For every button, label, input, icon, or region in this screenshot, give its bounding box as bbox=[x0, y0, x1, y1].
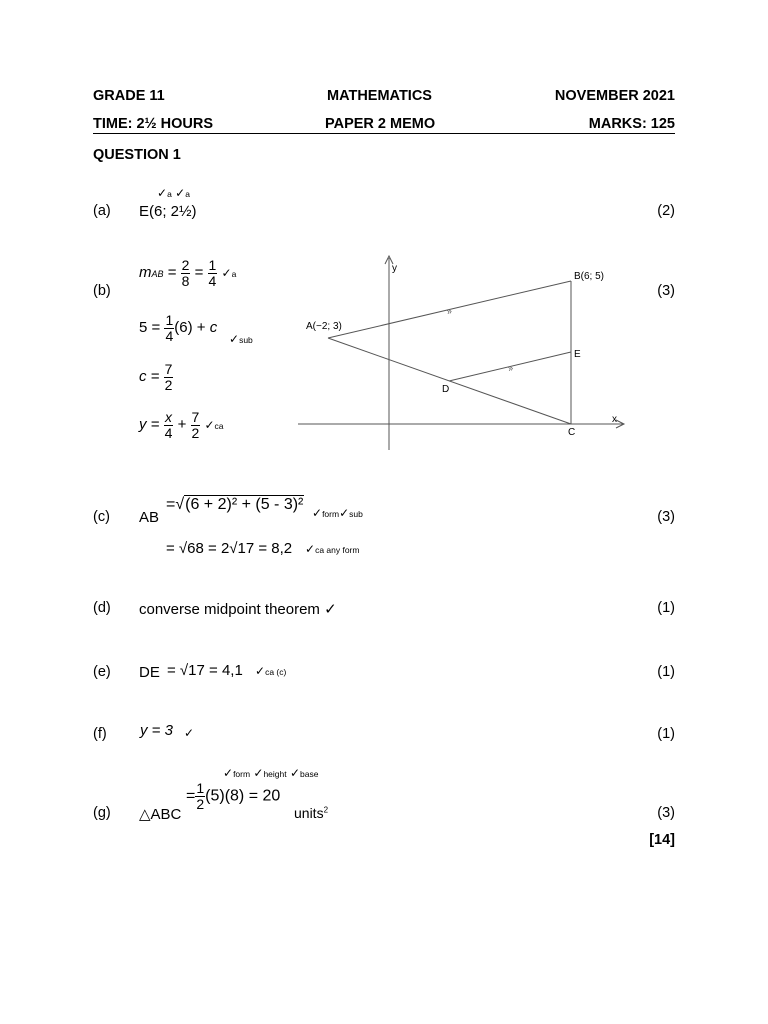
part-d-label: (d) bbox=[93, 600, 111, 616]
header-paper: PAPER 2 MEMO bbox=[325, 116, 436, 132]
part-b-equation: y = $\frac{x}{4}$ + $\frac{7}{2}$ ✓ca bbox=[139, 409, 224, 441]
part-b-label: (b) bbox=[93, 283, 111, 299]
part-a-answer: E(6; 2½) bbox=[139, 203, 197, 220]
parallel-mark-DE: » bbox=[506, 362, 515, 374]
part-g-marks: (3) bbox=[657, 805, 675, 821]
part-g-label: (g) bbox=[93, 805, 111, 821]
part-e-tick: ✓ca (c) bbox=[255, 664, 287, 678]
part-c-result: = √68 = 2√17 = 8,2 bbox=[166, 540, 293, 557]
part-g-abc: △ABC bbox=[139, 806, 182, 823]
header-rule bbox=[93, 133, 675, 134]
part-f-marks: (1) bbox=[657, 726, 675, 742]
part-f-tick: ✓ bbox=[184, 726, 195, 740]
part-b-gradient: mAB = $\frac{2}{8}$ = $\frac{1}{4}$ ✓a bbox=[139, 257, 237, 289]
part-g-area: = $\frac{1}{2}$ (5)(8) = 20 bbox=[186, 780, 281, 812]
part-f-label: (f) bbox=[93, 726, 107, 742]
x-axis-label: x bbox=[612, 414, 617, 425]
header-date: NOVEMBER 2021 bbox=[554, 88, 675, 104]
question-total: [14] bbox=[649, 832, 675, 848]
point-E-label: E bbox=[574, 349, 581, 360]
part-b-substitution: 5 = $\frac{1}{4}$ (6) + c bbox=[139, 312, 218, 344]
part-g-units: units$^2$ bbox=[294, 805, 329, 821]
part-e-de: DE bbox=[139, 664, 160, 681]
part-e-label: (e) bbox=[93, 664, 111, 680]
part-c-ab: AB bbox=[139, 509, 160, 526]
part-d-answer: converse midpoint theorem ✓ bbox=[139, 601, 337, 618]
part-b-marks: (3) bbox=[657, 283, 675, 299]
part-c-result-tick: ✓ca any form bbox=[305, 542, 360, 556]
header-marks: MARKS: 125 bbox=[588, 116, 675, 132]
y-axis-label: y bbox=[392, 263, 397, 274]
part-a-marks: (2) bbox=[657, 203, 675, 219]
part-g-ticks: ✓form ✓height ✓base bbox=[223, 766, 319, 780]
part-e-marks: (1) bbox=[657, 664, 675, 680]
part-b-c-value: c = $\frac{7}{2}$ bbox=[139, 361, 173, 393]
point-B-label: B(6; 5) bbox=[574, 271, 605, 282]
part-e-answer: = √17 = 4,1 bbox=[167, 662, 243, 679]
point-C-label: C bbox=[568, 427, 576, 438]
header-time: TIME: 2½ HOURS bbox=[93, 116, 214, 132]
part-d-marks: (1) bbox=[657, 600, 675, 616]
part-c-marks: (3) bbox=[657, 509, 675, 525]
header-subject: MATHEMATICS bbox=[327, 88, 432, 104]
part-c-ticks: ✓form✓sub bbox=[312, 506, 363, 520]
question-title: QUESTION 1 bbox=[93, 147, 181, 163]
coordinate-diagram bbox=[295, 250, 630, 455]
parallel-mark-AB: » bbox=[445, 305, 453, 317]
point-D-label: D bbox=[442, 384, 450, 395]
header-grade: GRADE 11 bbox=[93, 88, 165, 104]
part-f-answer: y = 3 bbox=[140, 722, 173, 739]
part-a-ticks: ✓a ✓a bbox=[157, 186, 190, 200]
part-a-label: (a) bbox=[93, 203, 111, 219]
part-c-label: (c) bbox=[93, 509, 110, 525]
part-b-sub-tick: ✓sub bbox=[229, 332, 253, 346]
part-c-distance-formula: =√(6 + 2)² + (5 - 3)² bbox=[166, 496, 304, 513]
point-A-label: A(−2; 3) bbox=[306, 321, 342, 332]
